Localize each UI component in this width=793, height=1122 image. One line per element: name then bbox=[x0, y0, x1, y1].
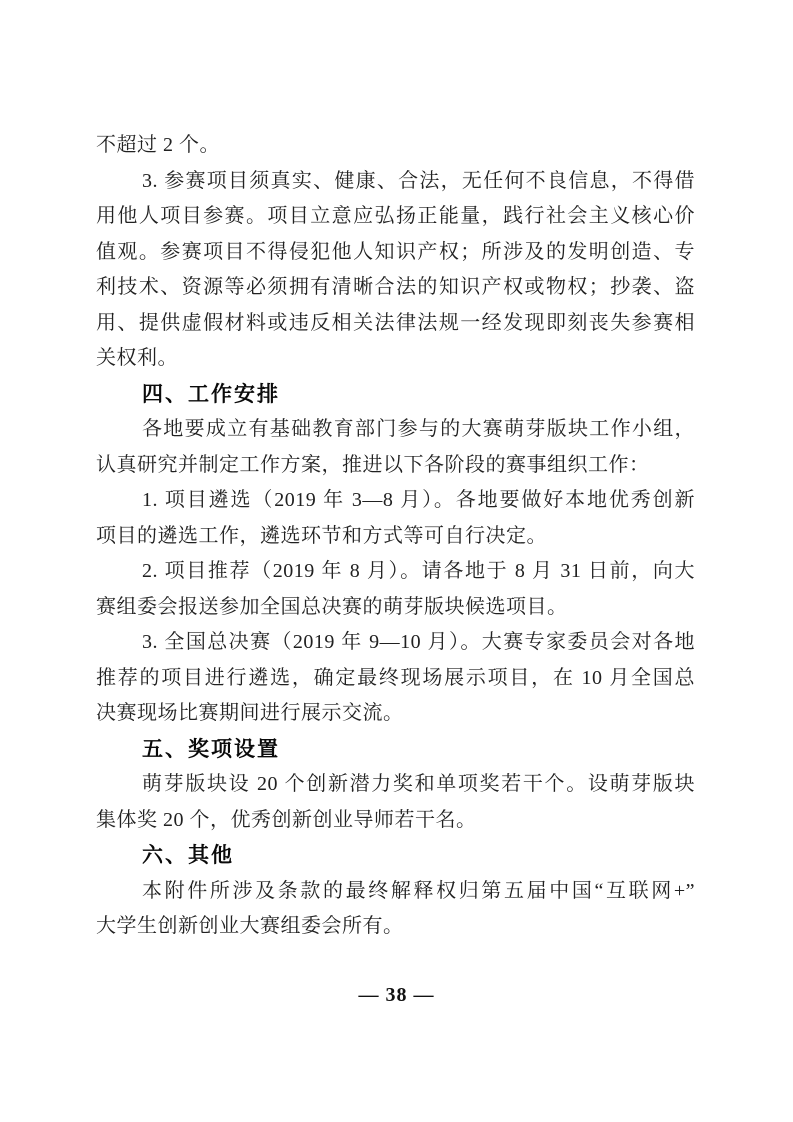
document-line: 认真研究并制定工作方案，推进以下各阶段的赛事组织工作： bbox=[96, 453, 650, 476]
document-line: 用他人项目参赛。项目立意应弘扬正能量，践行社会主义核心价 bbox=[96, 205, 695, 227]
document-line: 各地要成立有基础教育部门参与的大赛萌芽版块工作小组， bbox=[142, 418, 695, 440]
document-line: 用、提供虚假材料或违反相关法律法规一经发现即刻丧失参赛相 bbox=[96, 311, 695, 334]
document-line: 决赛现场比赛期间进行展示交流。 bbox=[96, 702, 404, 724]
document-line: 不超过 2 个。 bbox=[96, 134, 220, 156]
section-heading-work-arrangement: 四、工作安排 bbox=[142, 382, 280, 406]
document-line: 大学生创新创业大赛组委会所有。 bbox=[96, 915, 404, 937]
document-line: 值观。参赛项目不得侵犯他人知识产权；所涉及的发明创造、专 bbox=[96, 240, 695, 263]
document-line: 本附件所涉及条款的最终解释权归第五届中国“互联网+” bbox=[142, 879, 695, 902]
page-number: — 38 — bbox=[358, 984, 435, 1006]
section-heading-other: 六、其他 bbox=[142, 844, 234, 867]
document-line: 关权利。 bbox=[96, 347, 178, 369]
section-heading-awards: 五、奖项设置 bbox=[142, 737, 280, 761]
document-text-block bbox=[96, 128, 695, 945]
document-line: 集体奖 20 个，优秀创新创业导师若干名。 bbox=[96, 808, 477, 831]
document-line: 2. 项目推荐（2019 年 8 月）。请各地于 8 月 31 日前，向大 bbox=[142, 560, 695, 582]
document-line: 推荐的项目进行遴选，确定最终现场展示项目，在 10 月全国总 bbox=[96, 666, 695, 689]
document-line: 赛组委会报送参加全国总决赛的萌芽版块候选项目。 bbox=[96, 595, 568, 618]
document-line: 项目的遴选工作，遴选环节和方式等可自行决定。 bbox=[96, 524, 547, 547]
document-line: 3. 全国总决赛（2019 年 9—10 月）。大赛专家委员会对各地 bbox=[142, 631, 695, 653]
document-line: 3. 参赛项目须真实、健康、合法，无任何不良信息，不得借 bbox=[142, 169, 695, 192]
document-line: 利技术、资源等必须拥有清晰合法的知识产权或物权；抄袭、盗 bbox=[96, 276, 695, 298]
document-line: 萌芽版块设 20 个创新潜力奖和单项奖若干个。设萌芽版块 bbox=[142, 773, 695, 795]
document-line: 1. 项目遴选（2019 年 3—8 月）。各地要做好本地优秀创新 bbox=[142, 489, 695, 511]
